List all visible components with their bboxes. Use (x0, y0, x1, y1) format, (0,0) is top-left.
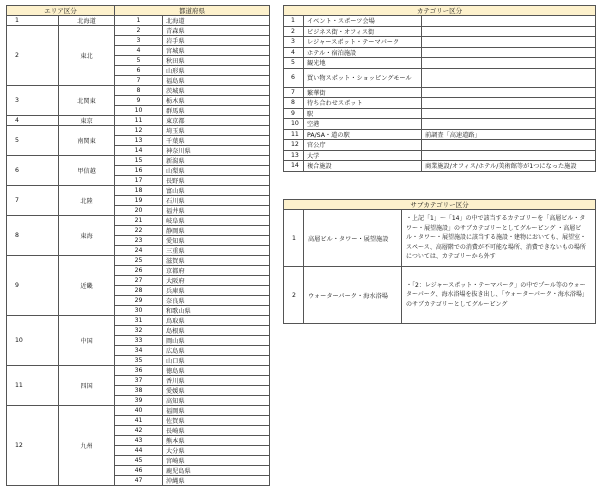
prefecture-number: 38 (115, 386, 163, 396)
prefecture-number: 7 (115, 76, 163, 86)
prefecture-name: 神奈川県 (163, 146, 270, 156)
table-row (7, 116, 270, 126)
prefecture-name: 岩手県 (163, 36, 270, 46)
category-name: 待ち合わせスポット (304, 98, 422, 109)
prefecture-number: 12 (115, 126, 163, 136)
prefecture-name: 秋田県 (163, 56, 270, 66)
prefecture-number: 1 (115, 16, 163, 26)
region-number: 6 (7, 156, 59, 186)
prefecture-name: 奈良県 (163, 296, 270, 306)
prefecture-name: 東京都 (163, 116, 270, 126)
region-number: 9 (7, 256, 59, 316)
prefecture-number: 6 (115, 66, 163, 76)
prefecture-name: 千葉県 (163, 136, 270, 146)
prefecture-number: 11 (115, 116, 163, 126)
category-note (422, 47, 596, 58)
table-row (7, 366, 270, 376)
table-row (284, 108, 596, 119)
area-table-header (7, 6, 270, 16)
area-header-region: エリア区分 (7, 6, 115, 16)
table-row (284, 267, 596, 324)
region-number: 7 (7, 186, 59, 216)
prefecture-number: 37 (115, 376, 163, 386)
table-row (284, 68, 596, 87)
table-row (284, 150, 596, 161)
prefecture-name: 山梨県 (163, 166, 270, 176)
category-table-header (284, 6, 596, 16)
category-name: レジャースポット・テーマパーク (304, 37, 422, 48)
region-number: 4 (7, 116, 59, 126)
region-number: 5 (7, 126, 59, 156)
prefecture-number: 31 (115, 316, 163, 326)
prefecture-number: 18 (115, 186, 163, 196)
prefecture-name: 広島県 (163, 346, 270, 356)
region-name: 中国 (59, 316, 115, 366)
area-table (6, 5, 270, 486)
prefecture-name: 京都府 (163, 266, 270, 276)
area-header-prefecture: 都道府県 (115, 6, 270, 16)
prefecture-number: 44 (115, 446, 163, 456)
subcategory-name: ウォーターパーク・海水浴場 (304, 267, 402, 324)
prefecture-number: 19 (115, 196, 163, 206)
prefecture-name: 島根県 (163, 326, 270, 336)
region-name: 東北 (59, 26, 115, 86)
table-row (7, 186, 270, 196)
category-number: 7 (284, 87, 304, 98)
prefecture-name: 茨城県 (163, 86, 270, 96)
category-name: 官公庁 (304, 140, 422, 151)
category-number: 12 (284, 140, 304, 151)
category-name: イベント・スポーツ会場 (304, 16, 422, 27)
prefecture-name: 愛知県 (163, 236, 270, 246)
category-name: 駅 (304, 108, 422, 119)
table-row (7, 256, 270, 266)
table-row (284, 210, 596, 267)
prefecture-number: 20 (115, 206, 163, 216)
table-row (7, 156, 270, 166)
prefecture-number: 32 (115, 326, 163, 336)
category-number: 8 (284, 98, 304, 109)
prefecture-name: 新潟県 (163, 156, 270, 166)
subcategory-table (283, 199, 596, 324)
prefecture-name: 宮崎県 (163, 456, 270, 466)
prefecture-number: 40 (115, 406, 163, 416)
prefecture-number: 9 (115, 96, 163, 106)
category-name: ビジネス街・オフィス街 (304, 26, 422, 37)
region-name: 東海 (59, 216, 115, 256)
table-row (284, 16, 596, 27)
region-name: 東京 (59, 116, 115, 126)
category-note (422, 16, 596, 27)
region-number: 1 (7, 16, 59, 26)
region-number: 11 (7, 366, 59, 406)
prefecture-number: 4 (115, 46, 163, 56)
prefecture-number: 8 (115, 86, 163, 96)
table-row (284, 129, 596, 140)
prefecture-number: 14 (115, 146, 163, 156)
prefecture-name: 徳島県 (163, 366, 270, 376)
prefecture-name: 和歌山県 (163, 306, 270, 316)
category-number: 5 (284, 58, 304, 69)
prefecture-name: 富山県 (163, 186, 270, 196)
prefecture-name: 岡山県 (163, 336, 270, 346)
prefecture-name: 滋賀県 (163, 256, 270, 266)
prefecture-number: 10 (115, 106, 163, 116)
category-name: 複合施設 (304, 161, 422, 172)
prefecture-number: 27 (115, 276, 163, 286)
category-note (422, 26, 596, 37)
prefecture-number: 23 (115, 236, 163, 246)
prefecture-name: 山形県 (163, 66, 270, 76)
region-name: 四国 (59, 366, 115, 406)
category-name: 大学 (304, 150, 422, 161)
prefecture-name: 栃木県 (163, 96, 270, 106)
prefecture-name: 静岡県 (163, 226, 270, 236)
prefecture-name: 宮城県 (163, 46, 270, 56)
region-name: 九州 (59, 406, 115, 486)
prefecture-number: 26 (115, 266, 163, 276)
category-name: 空港 (304, 119, 422, 130)
region-number: 10 (7, 316, 59, 366)
prefecture-number: 39 (115, 396, 163, 406)
prefecture-number: 24 (115, 246, 163, 256)
category-number: 6 (284, 68, 304, 87)
prefecture-name: 鳥取県 (163, 316, 270, 326)
region-name: 北関東 (59, 86, 115, 116)
prefecture-name: 山口県 (163, 356, 270, 366)
prefecture-name: 岐阜県 (163, 216, 270, 226)
prefecture-name: 鹿児島県 (163, 466, 270, 476)
table-row (284, 140, 596, 151)
prefecture-number: 33 (115, 336, 163, 346)
subcategory-table-header (284, 200, 596, 210)
table-row (7, 316, 270, 326)
prefecture-name: 福岡県 (163, 406, 270, 416)
prefecture-number: 21 (115, 216, 163, 226)
region-name: 北海道 (59, 16, 115, 26)
category-number: 1 (284, 16, 304, 27)
prefecture-name: 石川県 (163, 196, 270, 206)
prefecture-name: 兵庫県 (163, 286, 270, 296)
category-note (422, 140, 596, 151)
subcategory-description: ・上記「1」～「14」の中で該当するカテゴリーを「高層ビル・タワー・展望施設」のサブカテゴリーとしてグルーピング ・高層ビル・タワー・展望施設に該当する施設・建物においても、展望室・スペース、高層階での消費が不可能な場所、消費できないもの場所については、カテゴリーから外す (402, 210, 596, 267)
prefecture-number: 36 (115, 366, 163, 376)
prefecture-name: 大阪府 (163, 276, 270, 286)
category-number: 14 (284, 161, 304, 172)
category-table (283, 5, 596, 172)
category-note (422, 68, 596, 87)
prefecture-name: 香川県 (163, 376, 270, 386)
table-row (7, 216, 270, 226)
table-row (7, 16, 270, 26)
category-number: 3 (284, 37, 304, 48)
category-note (422, 87, 596, 98)
prefecture-number: 15 (115, 156, 163, 166)
prefecture-number: 5 (115, 56, 163, 66)
prefecture-name: 埼玉県 (163, 126, 270, 136)
prefecture-number: 35 (115, 356, 163, 366)
region-number: 12 (7, 406, 59, 486)
prefecture-number: 22 (115, 226, 163, 236)
prefecture-number: 2 (115, 26, 163, 36)
category-name: ホテル・宿泊施設 (304, 47, 422, 58)
subcategory-name: 高層ビル・タワー・展望施設 (304, 210, 402, 267)
prefecture-name: 青森県 (163, 26, 270, 36)
prefecture-number: 25 (115, 256, 163, 266)
prefecture-number: 46 (115, 466, 163, 476)
region-number: 3 (7, 86, 59, 116)
category-name: PA/SA・道の駅 (304, 129, 422, 140)
prefecture-name: 福島県 (163, 76, 270, 86)
prefecture-number: 34 (115, 346, 163, 356)
category-note (422, 98, 596, 109)
category-note: 商業施設/オフィス/ホテル/美術館等が1つになった施設 (422, 161, 596, 172)
prefecture-name: 福井県 (163, 206, 270, 216)
category-note (422, 37, 596, 48)
subcategory-description: ・「2：レジャースポット・テーマパーク」の中でプール等のウォーターパーク、海水浴場を抜き出し、「ウォーターパーク・海水浴場」のサブカテゴリーとしてグルーピング (402, 267, 596, 324)
prefecture-name: 熊本県 (163, 436, 270, 446)
table-row (284, 47, 596, 58)
table-row (7, 86, 270, 96)
region-name: 南関東 (59, 126, 115, 156)
region-name: 近畿 (59, 256, 115, 316)
prefecture-name: 長崎県 (163, 426, 270, 436)
category-name: 買い物スポット・ショッピングモール (304, 68, 422, 87)
subcategory-number: 1 (284, 210, 304, 267)
prefecture-number: 43 (115, 436, 163, 446)
prefecture-number: 41 (115, 416, 163, 426)
table-row (284, 58, 596, 69)
category-number: 9 (284, 108, 304, 119)
prefecture-number: 13 (115, 136, 163, 146)
category-number: 11 (284, 129, 304, 140)
table-row (284, 26, 596, 37)
category-name: 観光地 (304, 58, 422, 69)
prefecture-name: 愛媛県 (163, 386, 270, 396)
prefecture-name: 高知県 (163, 396, 270, 406)
prefecture-number: 42 (115, 426, 163, 436)
subcategory-header: サブカテゴリー区分 (284, 200, 596, 210)
table-row (284, 37, 596, 48)
prefecture-name: 三重県 (163, 246, 270, 256)
subcategory-number: 2 (284, 267, 304, 324)
prefecture-number: 29 (115, 296, 163, 306)
prefecture-number: 17 (115, 176, 163, 186)
prefecture-number: 3 (115, 36, 163, 46)
table-row (284, 161, 596, 172)
table-row (7, 126, 270, 136)
prefecture-number: 28 (115, 286, 163, 296)
prefecture-name: 大分県 (163, 446, 270, 456)
category-note (422, 119, 596, 130)
table-row (284, 98, 596, 109)
table-row (284, 87, 596, 98)
category-number: 10 (284, 119, 304, 130)
prefecture-name: 北海道 (163, 16, 270, 26)
category-note (422, 58, 596, 69)
category-note (422, 108, 596, 119)
category-number: 4 (284, 47, 304, 58)
category-number: 2 (284, 26, 304, 37)
category-note (422, 150, 596, 161)
prefecture-number: 16 (115, 166, 163, 176)
prefecture-number: 30 (115, 306, 163, 316)
region-number: 2 (7, 26, 59, 86)
category-note: 前調査「高速道路」 (422, 129, 596, 140)
category-header: カテゴリー区分 (284, 6, 596, 16)
category-number: 13 (284, 150, 304, 161)
prefecture-name: 群馬県 (163, 106, 270, 116)
region-number: 8 (7, 216, 59, 256)
table-row (7, 26, 270, 36)
prefecture-name: 佐賀県 (163, 416, 270, 426)
region-name: 甲信越 (59, 156, 115, 186)
prefecture-name: 長野県 (163, 176, 270, 186)
region-name: 北陸 (59, 186, 115, 216)
prefecture-number: 45 (115, 456, 163, 466)
prefecture-number: 47 (115, 476, 163, 486)
table-row (284, 119, 596, 130)
category-name: 繁華街 (304, 87, 422, 98)
table-row (7, 406, 270, 416)
prefecture-name: 沖縄県 (163, 476, 270, 486)
